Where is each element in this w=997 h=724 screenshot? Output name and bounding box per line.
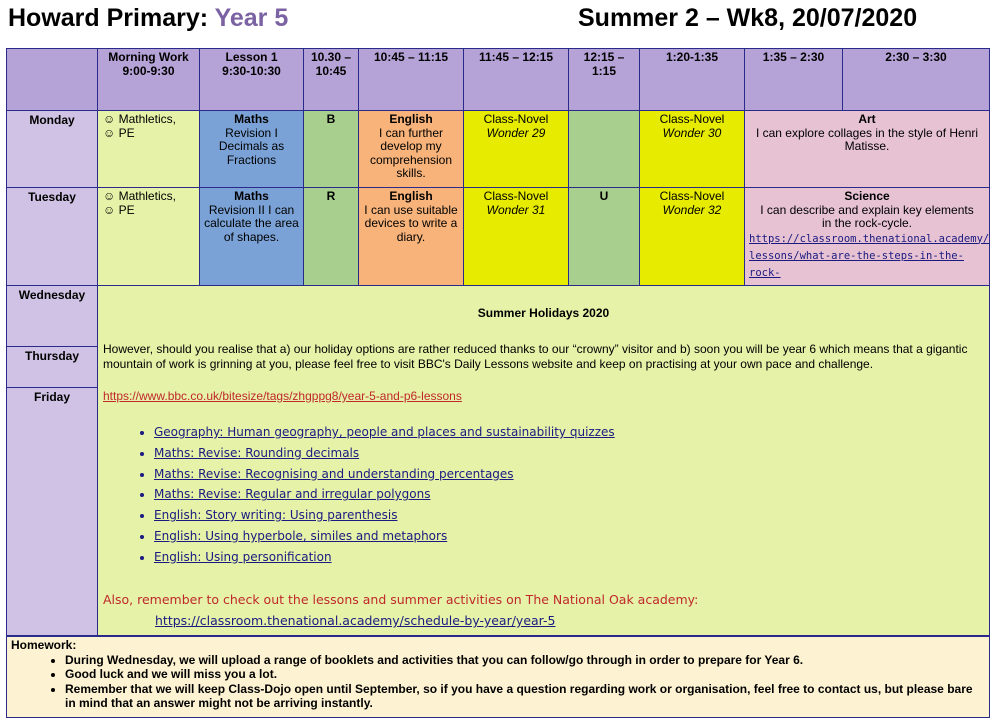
list-item bbox=[154, 484, 615, 505]
morning-item: ☺ Mathletics, bbox=[103, 112, 176, 126]
list-item bbox=[154, 547, 615, 568]
col-header-line: 1:15 bbox=[591, 63, 617, 78]
lesson-link[interactable]: Geography: Human geography, people and places and sustainability quizzes bbox=[154, 425, 615, 439]
col-header-line: 9:30-10:30 bbox=[222, 63, 281, 78]
lesson-link[interactable]: Maths: Revise: Rounding decimals bbox=[154, 445, 360, 460]
monday-class-novel-1 bbox=[463, 110, 569, 188]
day-friday: Friday bbox=[6, 387, 98, 636]
oak-academy-note: Also, remember to check out the lessons and summer activities on The National Oak academy: bbox=[103, 592, 699, 607]
tuesday-science bbox=[744, 187, 990, 286]
homework-panel bbox=[6, 636, 990, 718]
subject-title: Class-Novel bbox=[659, 189, 725, 203]
tuesday-maths bbox=[199, 187, 304, 286]
day-thursday: Thursday bbox=[6, 346, 98, 388]
year-label: Year 5 bbox=[214, 4, 289, 32]
day-tuesday: Tuesday bbox=[6, 187, 98, 286]
tuesday-class-novel-1 bbox=[463, 187, 569, 286]
col-header-lesson4 bbox=[744, 48, 843, 111]
subject-title: Class-Novel bbox=[659, 112, 725, 126]
tuesday-lunch: U bbox=[568, 187, 640, 286]
subject-title: Science bbox=[844, 189, 890, 203]
day-wednesday: Wednesday bbox=[6, 285, 98, 347]
col-header-lesson5 bbox=[842, 48, 990, 111]
day-monday: Monday bbox=[6, 110, 98, 188]
monday-english bbox=[358, 110, 464, 188]
subject-title: Class-Novel bbox=[483, 189, 549, 203]
col-header-lesson2 bbox=[358, 48, 464, 111]
subject-title: Maths bbox=[234, 189, 269, 203]
subject-body: I can describe and explain key elements in the rock-cycle. bbox=[760, 202, 974, 230]
col-header-lesson1 bbox=[199, 48, 304, 111]
subject-title: Class-Novel bbox=[483, 112, 549, 126]
col-header-line: 1:20-1:35 bbox=[665, 50, 719, 64]
tuesday-morning-work bbox=[97, 187, 200, 286]
homework-item: • Remember that we will keep Class-Dojo open until September, so if you have a question regarding work or organisation, feel free to contact us, but please bare in mind that an answer might not be arriving instantly. bbox=[65, 682, 985, 711]
subject-body: Wonder 31 bbox=[486, 202, 546, 217]
list-item bbox=[154, 526, 615, 547]
col-header-line: 12:15 – bbox=[583, 50, 625, 64]
col-header-line: 10:45 bbox=[315, 63, 347, 78]
school-title bbox=[8, 4, 288, 33]
school-name: Howard Primary: bbox=[8, 4, 209, 32]
monday-maths bbox=[199, 110, 304, 188]
science-link-line[interactable]: lessons/what-are-the-steps-in-the-rock- bbox=[749, 249, 964, 279]
subject-title: English bbox=[389, 112, 433, 126]
list-item bbox=[154, 505, 615, 526]
lesson-list bbox=[128, 422, 615, 568]
lesson-link[interactable]: English: Story writing: Using parenthesis bbox=[154, 508, 398, 523]
corner-header bbox=[6, 48, 98, 111]
monday-morning-work bbox=[97, 110, 200, 188]
subject-title: Art bbox=[858, 112, 876, 126]
lesson-link[interactable]: English: Using personification bbox=[154, 549, 332, 564]
subject-body: I can explore collages in the style of Henri Matisse. bbox=[755, 125, 979, 153]
homework-list bbox=[11, 653, 985, 711]
bbc-lessons-link[interactable]: https://www.bbc.co.uk/bitesize/tags/zhgppg8/year-5-and-p6-lessons bbox=[103, 389, 462, 403]
col-header-line: Morning Work bbox=[108, 50, 189, 64]
holidays-title: Summer Holidays 2020 bbox=[477, 306, 610, 320]
monday-break: B bbox=[303, 110, 359, 188]
homework-title: Homework: bbox=[11, 638, 77, 652]
col-header-lunch bbox=[568, 48, 640, 111]
lesson-link[interactable]: Maths: Revise: Recognising and understanding percentages bbox=[154, 466, 514, 481]
col-header-line: Lesson 1 bbox=[225, 50, 278, 64]
col-header-line: 1:35 – 2:30 bbox=[762, 50, 825, 64]
tuesday-class-novel-2 bbox=[639, 187, 745, 286]
subject-title: Maths bbox=[234, 112, 269, 126]
monday-art bbox=[744, 110, 990, 188]
col-header-reading bbox=[639, 48, 745, 111]
oak-academy-link[interactable]: https://classroom.thenational.academy/schedule-by-year/year-5 bbox=[155, 613, 556, 628]
col-header-line: 10:45 – 11:15 bbox=[373, 50, 449, 64]
lesson-link[interactable]: English: Using hyperbole, similes and metaphors bbox=[154, 528, 448, 543]
subject-body: Wonder 30 bbox=[662, 125, 722, 140]
summer-holidays-panel bbox=[97, 285, 990, 636]
col-header-lesson3 bbox=[463, 48, 569, 111]
science-link-line[interactable]: https://classroom.thenational.academy/ bbox=[749, 232, 990, 245]
morning-item: ☺ PE bbox=[103, 125, 135, 140]
list-item bbox=[154, 422, 615, 443]
list-item bbox=[154, 443, 615, 464]
subject-title: English bbox=[389, 189, 433, 203]
morning-item: ☺ PE bbox=[103, 202, 135, 217]
homework-item: • During Wednesday, we will upload a range of booklets and activities that you can follow/go through in order to prepare for Year 6. bbox=[65, 653, 985, 668]
subject-body: Revision I Decimals as Fractions bbox=[218, 125, 285, 167]
subject-body: Revision II I can calculate the area of shapes. bbox=[204, 202, 299, 244]
term-week-date: Summer 2 – Wk8, 20/07/2020 bbox=[578, 4, 918, 32]
subject-body: I can further develop my comprehension skills. bbox=[369, 125, 453, 180]
list-item bbox=[154, 464, 615, 485]
tuesday-english bbox=[358, 187, 464, 286]
homework-item: • Good luck and we will miss you a lot. bbox=[65, 667, 985, 682]
subject-body: Wonder 29 bbox=[486, 125, 546, 140]
col-header-morning-work bbox=[97, 48, 200, 111]
col-header-line: 10.30 – bbox=[310, 50, 352, 64]
tuesday-break: R bbox=[303, 187, 359, 286]
subject-body: I can use suitable devices to write a diary. bbox=[364, 202, 458, 244]
lesson-link[interactable]: Maths: Revise: Regular and irregular polygons bbox=[154, 487, 431, 502]
col-header-line: 11:45 – 12:15 bbox=[478, 50, 554, 64]
col-header-line: 9:00-9:30 bbox=[122, 63, 175, 78]
col-header-break bbox=[303, 48, 359, 111]
holidays-paragraph: However, should you realise that a) our holiday options are rather reduced thanks to our “crowny” visitor and b) soon you will be year 6 which means that a gigantic mountain of work is grinning at you, please feel free to visit BBC's Daily Lessons website and keep on practising at your own pace and challenge. bbox=[103, 342, 968, 371]
morning-item: ☺ Mathletics, bbox=[103, 189, 176, 203]
col-header-line: 2:30 – 3:30 bbox=[885, 50, 947, 64]
monday-class-novel-2 bbox=[639, 110, 745, 188]
subject-body: Wonder 32 bbox=[662, 202, 722, 217]
monday-lunch bbox=[568, 110, 640, 188]
